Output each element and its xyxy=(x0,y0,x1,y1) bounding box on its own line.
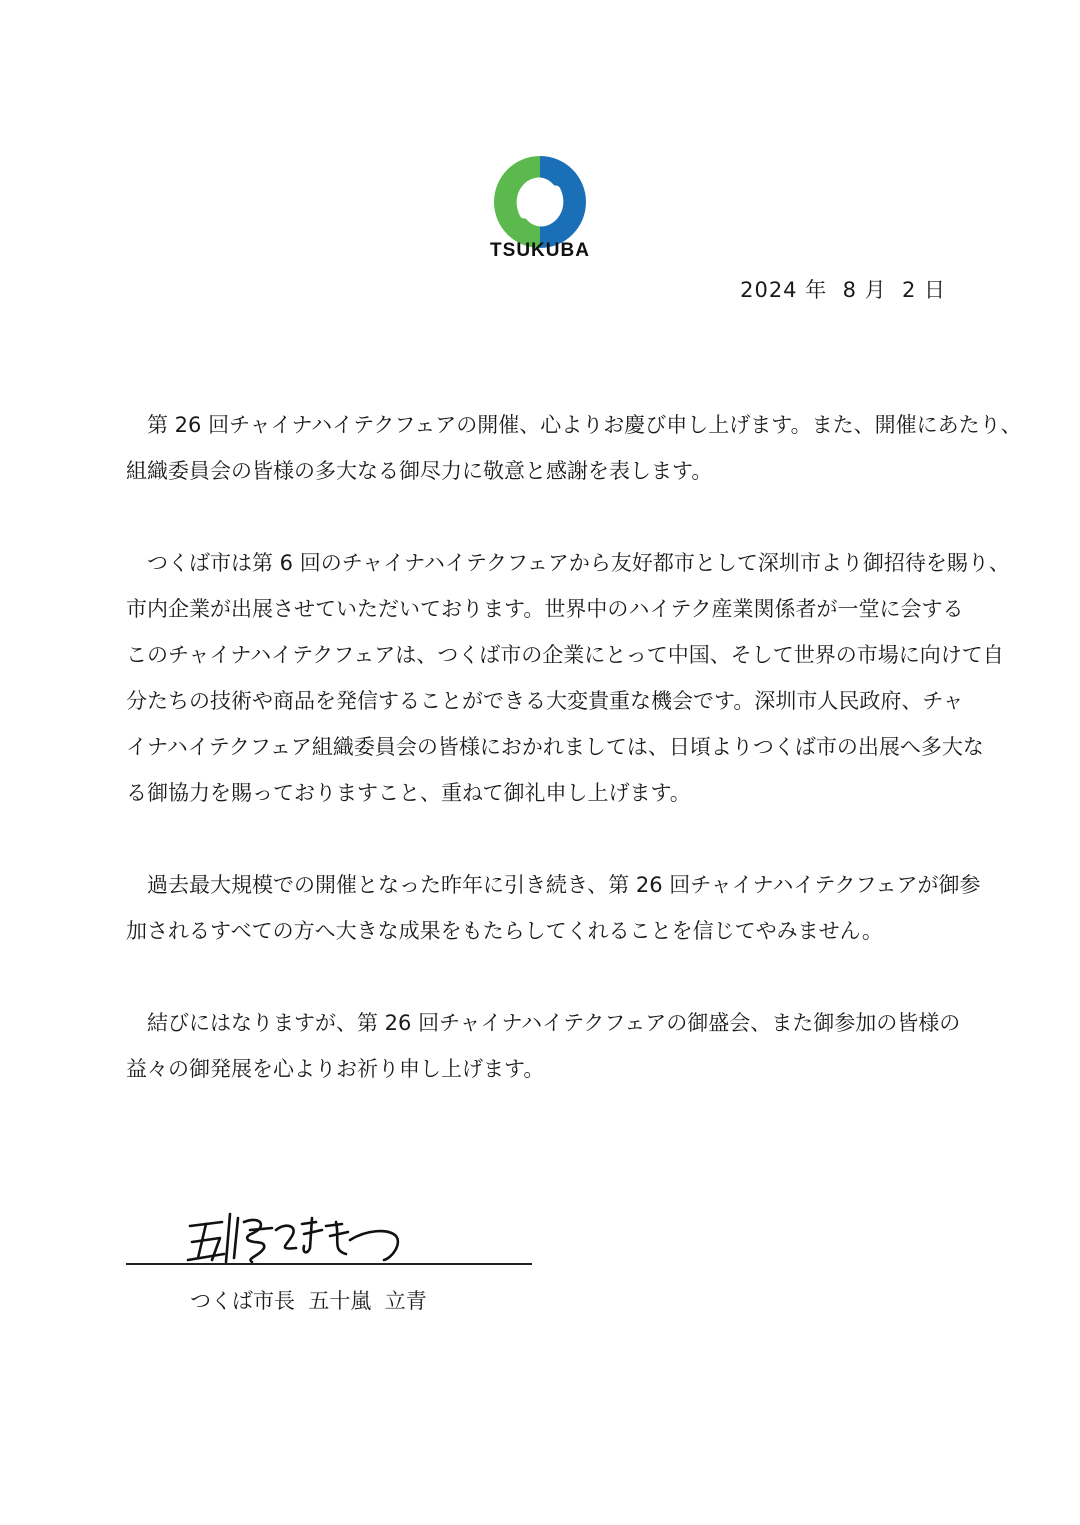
paragraph-line: 組織委員会の皆様の多大なる御尽力に敬意と感謝を表します。 xyxy=(126,459,713,483)
paragraph-line: 分たちの技術や商品を発信することができる大変貴重な機会です。深圳市人民政府、チャ xyxy=(126,689,964,713)
signature-line xyxy=(126,1263,532,1265)
paragraph-line: 結びにはなりますが、第 26 回チャイナハイテクフェアの御盛会、また御参加の皆様の xyxy=(126,1011,961,1035)
paragraph-line: る御協力を賜っておりますこと、重ねて御礼申し上げます。 xyxy=(126,781,691,805)
paragraph-tsukuba-participation xyxy=(126,540,1010,816)
paragraph-closing xyxy=(126,1000,961,1092)
paragraph-line: 益々の御発展を心よりお祈り申し上げます。 xyxy=(126,1057,545,1081)
paragraph-line: イナハイテクフェア組織委員会の皆様におかれましては、日頃よりつくば市の出展へ多大な xyxy=(126,735,984,759)
handwritten-signature xyxy=(126,1200,536,1270)
paragraph-expectation xyxy=(126,862,981,954)
letter-date: 2024 年 8 月 2 日 xyxy=(740,278,946,302)
paragraph-line: 市内企業が出展させていただいております。世界中のハイテク産業関係者が一堂に会する xyxy=(126,597,964,621)
paragraph-line: 第 26 回チャイナハイテクフェアの開催、心よりお慶び申し上げます。また、開催にあたり、 xyxy=(126,413,1022,437)
paragraph-line: このチャイナハイテクフェアは、つくば市の企業にとって中国、そして世界の市場に向けて自 xyxy=(126,643,1004,667)
paragraph-line: つくば市は第 6 回のチャイナハイテクフェアから友好都市として深圳市より御招待を賜り、 xyxy=(126,551,1010,575)
paragraph-greeting xyxy=(126,402,1022,494)
paragraph-line: 過去最大規模での開催となった昨年に引き続き、第 26 回チャイナハイテクフェアが御参 xyxy=(126,873,981,897)
logo-wordmark: TSUKUBA xyxy=(490,240,590,261)
signer-name: つくば市長 五十嵐 立青 xyxy=(190,1289,427,1313)
paragraph-line: 加されるすべての方へ大きな成果をもたらしてくれることを信じてやみません。 xyxy=(126,919,883,943)
